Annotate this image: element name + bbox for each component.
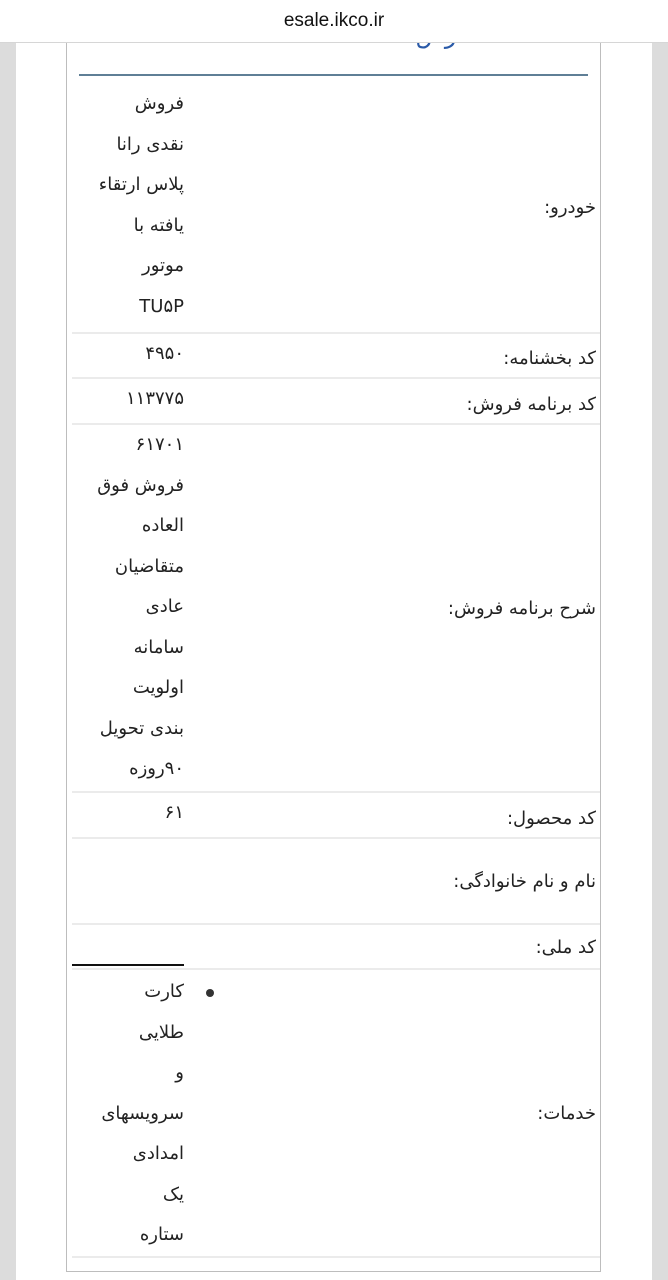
services-line: یک [162,1183,184,1205]
national-id-label: کد ملی: [535,937,596,958]
row-circular-code [72,334,600,379]
url-text: esale.ikco.ir [283,10,385,31]
national-id-underline [72,964,184,966]
row-national-id [72,925,600,970]
product-code-value: ۶۱ [164,802,184,823]
row-sale-program-code [72,379,600,425]
circular-code-value: ۴۹۵۰ [145,343,184,364]
right-gutter [652,43,668,1280]
desc-line: ۹۰روزه [129,758,184,779]
car-label: خودرو: [544,197,596,218]
car-line: پلاس ارتقاء [98,174,184,195]
car-value [72,83,296,332]
car-line: یافته با [133,214,184,236]
sale-program-desc-label: شرح برنامه فروش: [447,597,596,619]
services-line: امدادی [132,1143,184,1164]
title-divider [79,74,588,76]
row-product-code [72,793,600,839]
services-value [72,970,296,1256]
full-name-value [72,839,296,923]
services-line: کارت [144,981,184,1002]
desc-line: عادی [145,596,184,617]
services-line: طلایی [138,1021,184,1043]
desc-line: اولویت [132,677,184,698]
services-line: و [175,1062,184,1083]
car-line: TU۵P [139,295,184,317]
bullet-icon [206,989,214,997]
services-label: خدمات: [537,1102,596,1124]
car-line: فروش [134,93,184,114]
desc-line: ۶۱۷۰۱ [135,434,184,455]
left-gutter [0,43,16,1280]
row-full-name [72,839,600,925]
row-sale-program-desc [72,425,600,793]
order-info-table [72,83,600,1258]
desc-line: العاده [141,515,184,536]
desc-line: سامانه [133,636,184,658]
sale-program-code-value: ۱۱۳۷۷۵ [125,388,184,409]
sale-program-code-label: کد برنامه فروش: [466,393,596,415]
services-line: سرویسهای [101,1102,184,1124]
car-line: موتور [142,255,184,276]
desc-line: بندی تحویل [99,717,184,739]
row-car [72,83,600,334]
sale-program-desc-value [72,425,296,791]
order-info-card [66,43,601,1272]
services-line: ستاره [139,1224,184,1245]
circular-code-label: کد بخشنامه: [503,348,596,369]
national-id-value [72,925,296,968]
desc-line: فروش فوق [97,474,184,496]
product-code-label: کد محصول: [506,807,596,829]
browser-url-bar[interactable] [0,0,668,43]
desc-line: متقاضیان [114,555,184,577]
row-services [72,970,600,1258]
full-name-label: نام و نام خانوادگی: [453,870,596,892]
car-line: نقدی رانا [116,133,184,155]
